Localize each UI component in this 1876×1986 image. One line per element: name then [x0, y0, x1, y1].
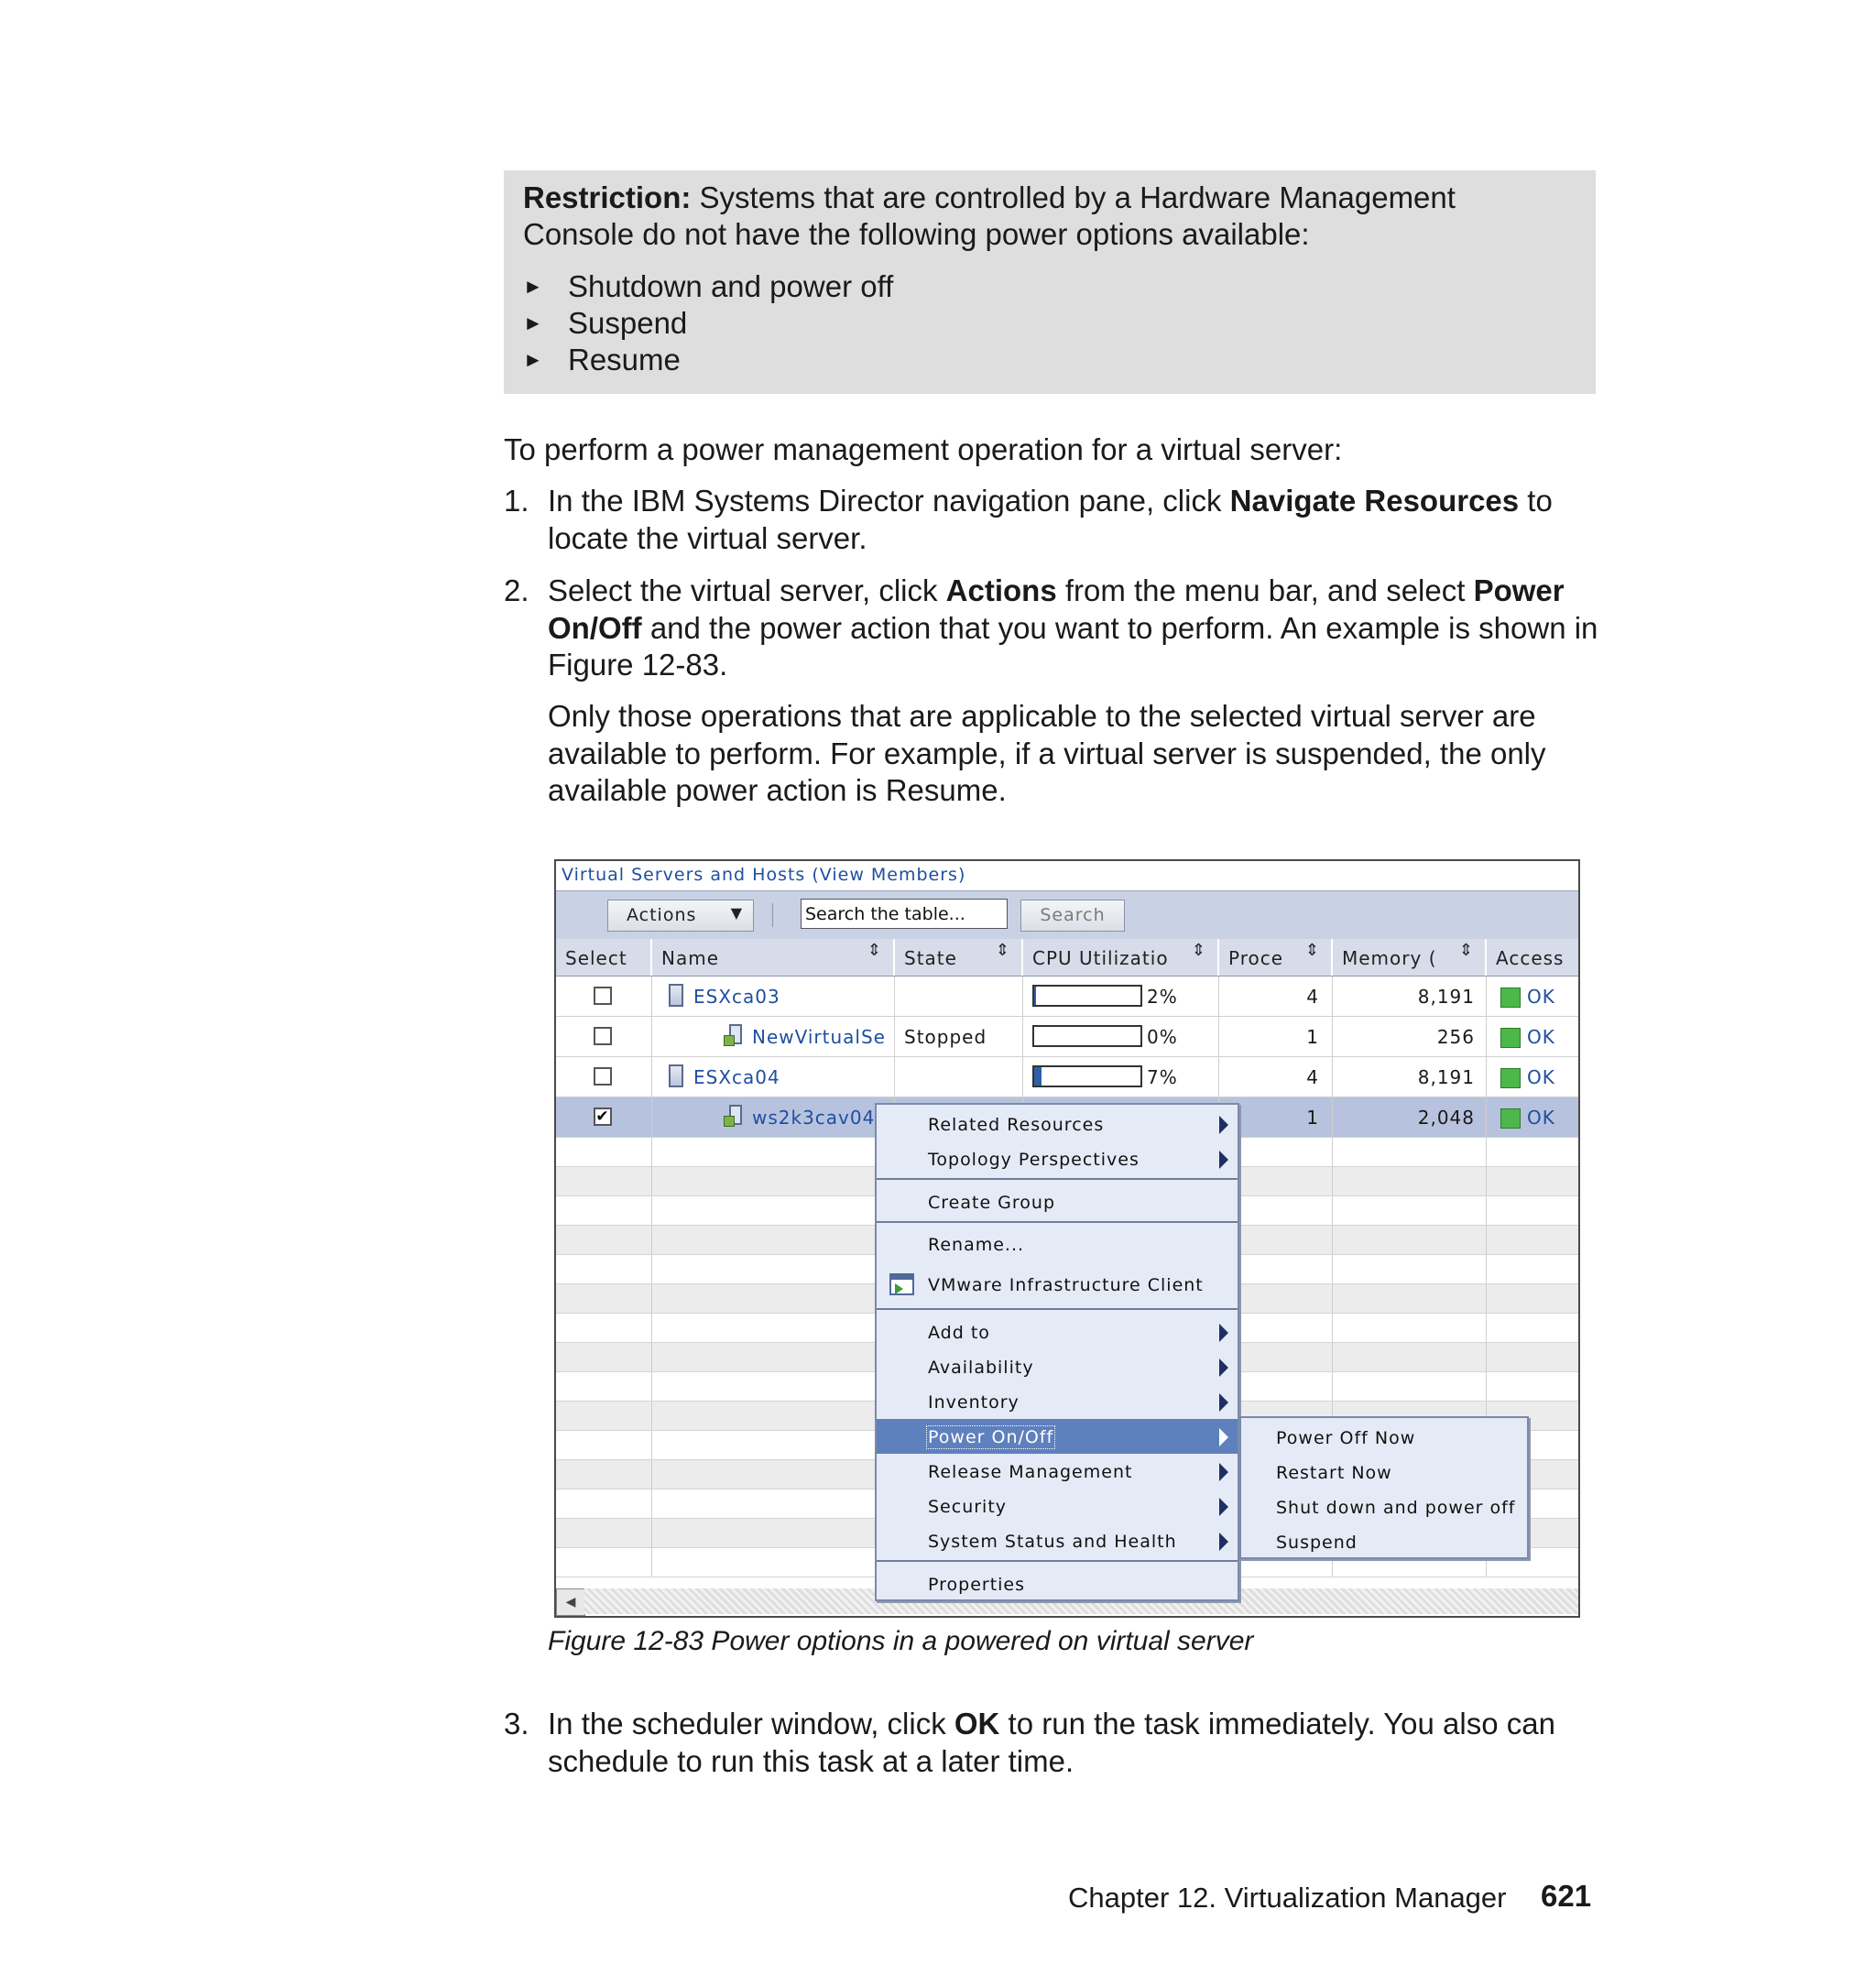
menu-item-security[interactable]: Security — [877, 1489, 1238, 1523]
row-checkbox-checked[interactable]: ✔ — [594, 1108, 612, 1126]
dropdown-arrow-icon: ▼ — [730, 904, 742, 922]
toolbar-separator — [772, 903, 773, 927]
menu-separator — [877, 1560, 1238, 1562]
step-1-text: In the IBM Systems Director navigation pane, click Navigate Resources to locate the virtual server. — [548, 484, 1553, 555]
table-row[interactable]: NewVirtualSe Stopped 0% 1 256 OK — [556, 1017, 1578, 1057]
status-ok-icon — [1500, 1028, 1521, 1048]
submenu-arrow-icon — [1219, 1116, 1228, 1134]
menu-item-system-status-health[interactable]: System Status and Health — [877, 1523, 1238, 1558]
menu-separator — [877, 1221, 1238, 1223]
row-name-link[interactable]: ESXca04 — [693, 1066, 780, 1088]
restriction-label: Restriction: — [523, 180, 692, 214]
submenu-item-shut-down-power-off[interactable]: Shut down and power off — [1276, 1498, 1516, 1518]
submenu-arrow-icon — [1219, 1428, 1228, 1446]
column-header-processors[interactable]: Proce ⇕ — [1219, 939, 1333, 976]
scroll-left-icon[interactable]: ◀ — [556, 1588, 585, 1616]
figure-screenshot — [554, 859, 1580, 1618]
row-checkbox[interactable] — [594, 1067, 612, 1086]
row-checkbox[interactable] — [594, 1027, 612, 1045]
submenu-arrow-icon — [1219, 1151, 1228, 1169]
column-header-memory[interactable]: Memory ( ⇕ — [1333, 939, 1487, 976]
submenu-arrow-icon — [1219, 1533, 1228, 1551]
submenu-arrow-icon — [1219, 1463, 1228, 1481]
menu-item-properties[interactable]: Properties — [928, 1575, 1026, 1595]
menu-item-inventory[interactable]: Inventory — [877, 1384, 1238, 1419]
cpu-usage-bar — [1032, 1065, 1142, 1087]
sort-icon[interactable]: ⇕ — [1304, 941, 1320, 960]
status-ok-icon — [1500, 988, 1521, 1008]
column-header-state[interactable]: State ⇕ — [895, 939, 1023, 976]
virtual-server-icon — [724, 1024, 744, 1047]
step-3-text: In the scheduler window, click OK to run the task immediately. You also can schedule to run this task at a later time. — [548, 1707, 1555, 1778]
submenu-item-suspend[interactable]: Suspend — [1276, 1533, 1358, 1553]
cpu-usage-bar — [1032, 985, 1142, 1007]
menu-item-add-to[interactable]: Add to — [877, 1315, 1238, 1349]
menu-item-related-resources[interactable]: Related Resources — [877, 1107, 1238, 1141]
footer-chapter: Chapter 12. Virtualization Manager — [1068, 1882, 1507, 1914]
sort-icon[interactable]: ⇕ — [867, 941, 882, 960]
menu-item-power-on-off[interactable]: Power On/Off — [877, 1419, 1238, 1454]
cpu-usage-bar — [1032, 1025, 1142, 1047]
restriction-box — [504, 170, 1596, 394]
power-submenu — [1239, 1416, 1529, 1559]
column-header-cpu[interactable]: CPU Utilizatio ⇕ — [1023, 939, 1219, 976]
host-server-icon — [669, 1064, 683, 1087]
access-status-link[interactable]: OK — [1527, 1107, 1555, 1129]
bullet-arrow-icon: ► — [523, 348, 543, 371]
table-row-selected[interactable]: ✔ ws2k3cav04 1 2,048 OK — [556, 1097, 1578, 1138]
vmware-client-icon — [889, 1271, 915, 1296]
menu-item-availability[interactable]: Availability — [877, 1349, 1238, 1384]
access-status-link[interactable]: OK — [1527, 1066, 1555, 1088]
row-name-link[interactable]: ws2k3cav04 — [752, 1107, 876, 1129]
access-status-link[interactable]: OK — [1527, 1026, 1555, 1048]
menu-item-rename[interactable]: Rename... — [928, 1235, 1025, 1255]
actions-button[interactable]: Actions ▼ — [607, 900, 754, 932]
column-header-name[interactable]: Name ⇕ — [652, 939, 895, 976]
menu-item-create-group[interactable]: Create Group — [928, 1193, 1056, 1213]
menu-separator — [877, 1178, 1238, 1180]
table-search-input[interactable] — [801, 899, 1008, 929]
row-checkbox[interactable] — [594, 987, 612, 1005]
column-header-access[interactable]: Access — [1496, 947, 1565, 969]
panel-title-link[interactable]: Virtual Servers and Hosts (View Members) — [562, 865, 966, 885]
bullet-arrow-icon: ► — [523, 275, 543, 298]
virtual-server-icon — [724, 1105, 744, 1128]
menu-item-vmware-client[interactable]: VMware Infrastructure Client — [877, 1267, 1238, 1302]
step-number: 2. — [504, 573, 529, 607]
step-2-text: Select the virtual server, click Actions from the menu bar, and select Power On/Off and the power action that you want to perform. An example is shown in Figure 12-83. — [548, 573, 1598, 682]
row-name-link[interactable]: NewVirtualSe — [752, 1026, 886, 1048]
restriction-item: ► Resume — [523, 343, 681, 376]
submenu-arrow-icon — [1219, 1498, 1228, 1516]
menu-item-topology-perspectives[interactable]: Topology Perspectives — [877, 1141, 1238, 1176]
restriction-text: Systems that are controlled by a Hardware Management Console do not have the following power options available: — [523, 180, 1456, 251]
table-header — [556, 939, 1578, 977]
page-number: 621 — [1541, 1879, 1592, 1913]
restriction-intro — [523, 180, 1567, 253]
figure-caption: Figure 12-83 Power options in a powered on virtual server — [548, 1626, 1254, 1656]
sort-icon[interactable]: ⇕ — [995, 941, 1010, 960]
intro-paragraph: To perform a power management operation for a virtual server: — [504, 432, 1343, 466]
submenu-arrow-icon — [1219, 1324, 1228, 1342]
restriction-list — [523, 268, 893, 378]
table-row[interactable]: ESXca04 7% 4 8,191 OK — [556, 1057, 1578, 1097]
panel-title-bar — [556, 861, 1578, 891]
row-name-link[interactable]: ESXca03 — [693, 986, 780, 1008]
step-2-note: Only those operations that are applicable to the selected virtual server are available to perform. For example, if a virtual server is suspended, the only available power action is Resume. — [548, 699, 1546, 807]
restriction-item: ► Suspend — [523, 306, 688, 340]
submenu-arrow-icon — [1219, 1393, 1228, 1412]
bullet-arrow-icon: ► — [523, 311, 543, 334]
step-number: 3. — [504, 1707, 529, 1740]
submenu-item-restart-now[interactable]: Restart Now — [1276, 1463, 1392, 1483]
column-header-select[interactable]: Select — [556, 939, 652, 976]
submenu-item-power-off-now[interactable]: Power Off Now — [1276, 1428, 1416, 1448]
search-button[interactable]: Search — [1020, 900, 1125, 932]
submenu-arrow-icon — [1219, 1359, 1228, 1377]
menu-item-release-management[interactable]: Release Management — [877, 1454, 1238, 1489]
sort-icon[interactable]: ⇕ — [1458, 941, 1474, 960]
menu-separator — [877, 1308, 1238, 1310]
sort-icon[interactable]: ⇕ — [1191, 941, 1206, 960]
access-status-link[interactable]: OK — [1527, 986, 1555, 1008]
restriction-item: ► Shutdown and power off — [523, 269, 894, 303]
actions-context-menu — [875, 1103, 1239, 1601]
table-row[interactable]: ESXca03 2% 4 8,191 OK — [556, 977, 1578, 1017]
status-ok-icon — [1500, 1068, 1521, 1088]
status-ok-icon — [1500, 1108, 1521, 1129]
table-toolbar — [556, 891, 1578, 939]
host-server-icon — [669, 984, 683, 1007]
step-number: 1. — [504, 484, 529, 518]
